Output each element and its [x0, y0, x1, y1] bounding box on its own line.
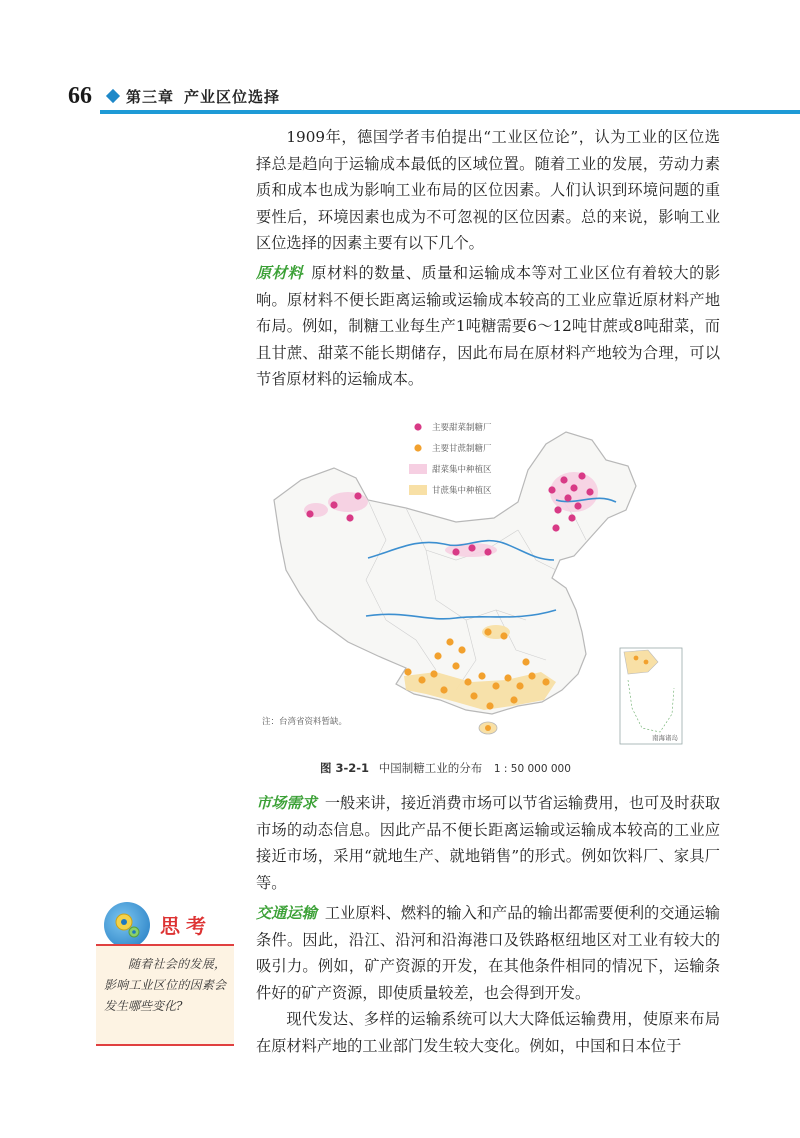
map-legend	[409, 422, 492, 496]
market-text: 一般来讲，接近消费市场可以节省运输费用，也可及时获取市场的动态信息。因此产品不便长距离运输或运输成本较高的工业应接近市场，采用“就地生产、就地销售”的形式。例如饮料厂、家具厂等。	[256, 794, 721, 892]
beet-mill-dot	[586, 488, 593, 495]
cane-mill-dot	[430, 670, 437, 677]
cane-mill-dot	[458, 646, 465, 653]
cane-mill-dot	[434, 652, 441, 659]
cane-mill-dot	[516, 682, 523, 689]
raw-material-keyword: 原材料	[256, 264, 304, 282]
transport-keyword: 交通运输	[256, 904, 317, 922]
legend-cane-mill: 主要甘蔗制糖厂	[432, 444, 492, 454]
beet-mill-dot	[578, 472, 585, 479]
figure-caption	[320, 760, 571, 776]
caption-title: 中国制糖工业的分布	[378, 761, 483, 775]
cane-mill-dot	[485, 725, 491, 731]
think-body	[96, 946, 234, 1046]
legend-cane-area: 甘蔗集中种植区	[432, 486, 492, 496]
chapter-number: 第三章	[126, 88, 175, 106]
beet-mill-dot	[346, 514, 353, 521]
transport-text: 工业原料、燃料的输入和产品的输出都需要便利的交通运输条件。因此，沿江、沿河和沿海港口及铁路枢纽地区对工业有较大的吸引力。例如，矿产资源的开发，在其他条件相同的情况下，运输条件好的矿产资源，即使质量较差，也会得到开发。	[256, 904, 721, 1002]
beet-mill-dot	[574, 502, 581, 509]
gear-icon	[104, 902, 150, 948]
cane-mill-dot	[492, 682, 499, 689]
beet-mill-dot	[564, 494, 571, 501]
legend-beet-area: 甜菜集中种植区	[432, 465, 492, 475]
beet-mill-dot	[554, 506, 561, 513]
diamond-icon	[106, 89, 120, 103]
market-keyword: 市场需求	[256, 794, 317, 812]
raw-material-text: 原材料的数量、质量和运输成本等对工业区位有着较大的影响。原材料不便长距离运输或运输成本较高的工业应靠近原材料产地布局。例如，制糖工业每生产1吨糖需要6～12吨甘蔗或8吨甜菜，而且甘蔗、甜菜不能长期储存，因此布局在原材料产地较为合理，可以节省原材料的运输成本。	[256, 264, 721, 388]
cane-mill-dot	[478, 672, 485, 679]
cane-mill-dot	[404, 668, 411, 675]
page-number: 66	[68, 83, 92, 109]
think-box	[96, 902, 234, 1048]
cane-mill-dot	[418, 676, 425, 683]
beet-mill-dot	[354, 492, 361, 499]
market-paragraph	[256, 790, 720, 896]
inset-label: 南海诸岛	[652, 734, 678, 742]
beet-mill-dot	[452, 548, 459, 555]
cane-mill-dot	[500, 632, 507, 639]
chapter-title: 产业区位选择	[184, 88, 281, 106]
cane-mill-dot	[644, 660, 649, 665]
cane-mill-dot	[522, 658, 529, 665]
page-header	[0, 80, 800, 114]
cane-mill-dot	[446, 638, 453, 645]
raw-material-paragraph	[256, 260, 720, 393]
beet-mill-dot	[330, 501, 337, 508]
beet-mill-dot	[560, 476, 567, 483]
transport-paragraph	[256, 900, 720, 1006]
south-china-sea-inset	[620, 648, 682, 744]
think-title: 思考	[160, 914, 212, 938]
legend-beet-mill: 主要甜菜制糖厂	[432, 423, 492, 433]
chapter-heading	[126, 86, 280, 107]
cane-mill-dot	[542, 678, 549, 685]
sugar-industry-map	[256, 410, 686, 750]
legend-cane-area-swatch	[409, 485, 427, 495]
cane-mill-dot	[504, 674, 511, 681]
cane-mill-dot	[440, 686, 447, 693]
caption-scale: 1 : 50 000 000	[493, 763, 571, 775]
china-map-svg	[256, 410, 686, 750]
modern-transport-paragraph: 现代发达、多样的运输系统可以大大降低运输费用，使原来布局在原材料产地的工业部门发生较大变化。例如，中国和日本位于	[256, 1010, 720, 1055]
cane-mill-dot	[470, 692, 477, 699]
intro-paragraph: 1909年，德国学者韦伯提出“工业区位论”，认为工业的区位选择总是趋向于运输成本最低的区域位置。随着工业的发展，劳动力素质和成本也成为影响工业布局的区位因素。人们认识到环境问题的重要性后，环境因素也成为不可忽视的区位因素。总的来说，影响工业区位选择的因素主要有以下几个。	[256, 128, 720, 252]
cane-mill-dot	[528, 672, 535, 679]
cane-mill-dot	[634, 656, 639, 661]
caption-label: 图 3-2-1	[320, 761, 370, 775]
cane-mill-dot	[464, 678, 471, 685]
legend-cane-dot	[414, 444, 421, 451]
beet-mill-dot	[548, 486, 555, 493]
cane-mill-dot	[510, 696, 517, 703]
beet-mill-dot	[484, 548, 491, 555]
header-rule	[100, 110, 800, 114]
beet-mill-dot	[552, 524, 559, 531]
legend-beet-area-swatch	[409, 464, 427, 474]
legend-beet-dot	[414, 423, 421, 430]
cane-mill-dot	[452, 662, 459, 669]
cane-mill-dot	[484, 628, 491, 635]
beet-mill-dot	[468, 544, 475, 551]
cane-mill-dot	[486, 702, 493, 709]
beet-mill-dot	[306, 510, 313, 517]
beet-mill-dot	[568, 514, 575, 521]
think-question: 随着社会的发展，影响工业区位的因素会发生哪些变化?	[104, 957, 226, 1013]
beet-mill-dot	[570, 484, 577, 491]
map-note: 注：台湾省资料暂缺。	[262, 717, 348, 727]
head-gear-icon	[104, 902, 150, 948]
